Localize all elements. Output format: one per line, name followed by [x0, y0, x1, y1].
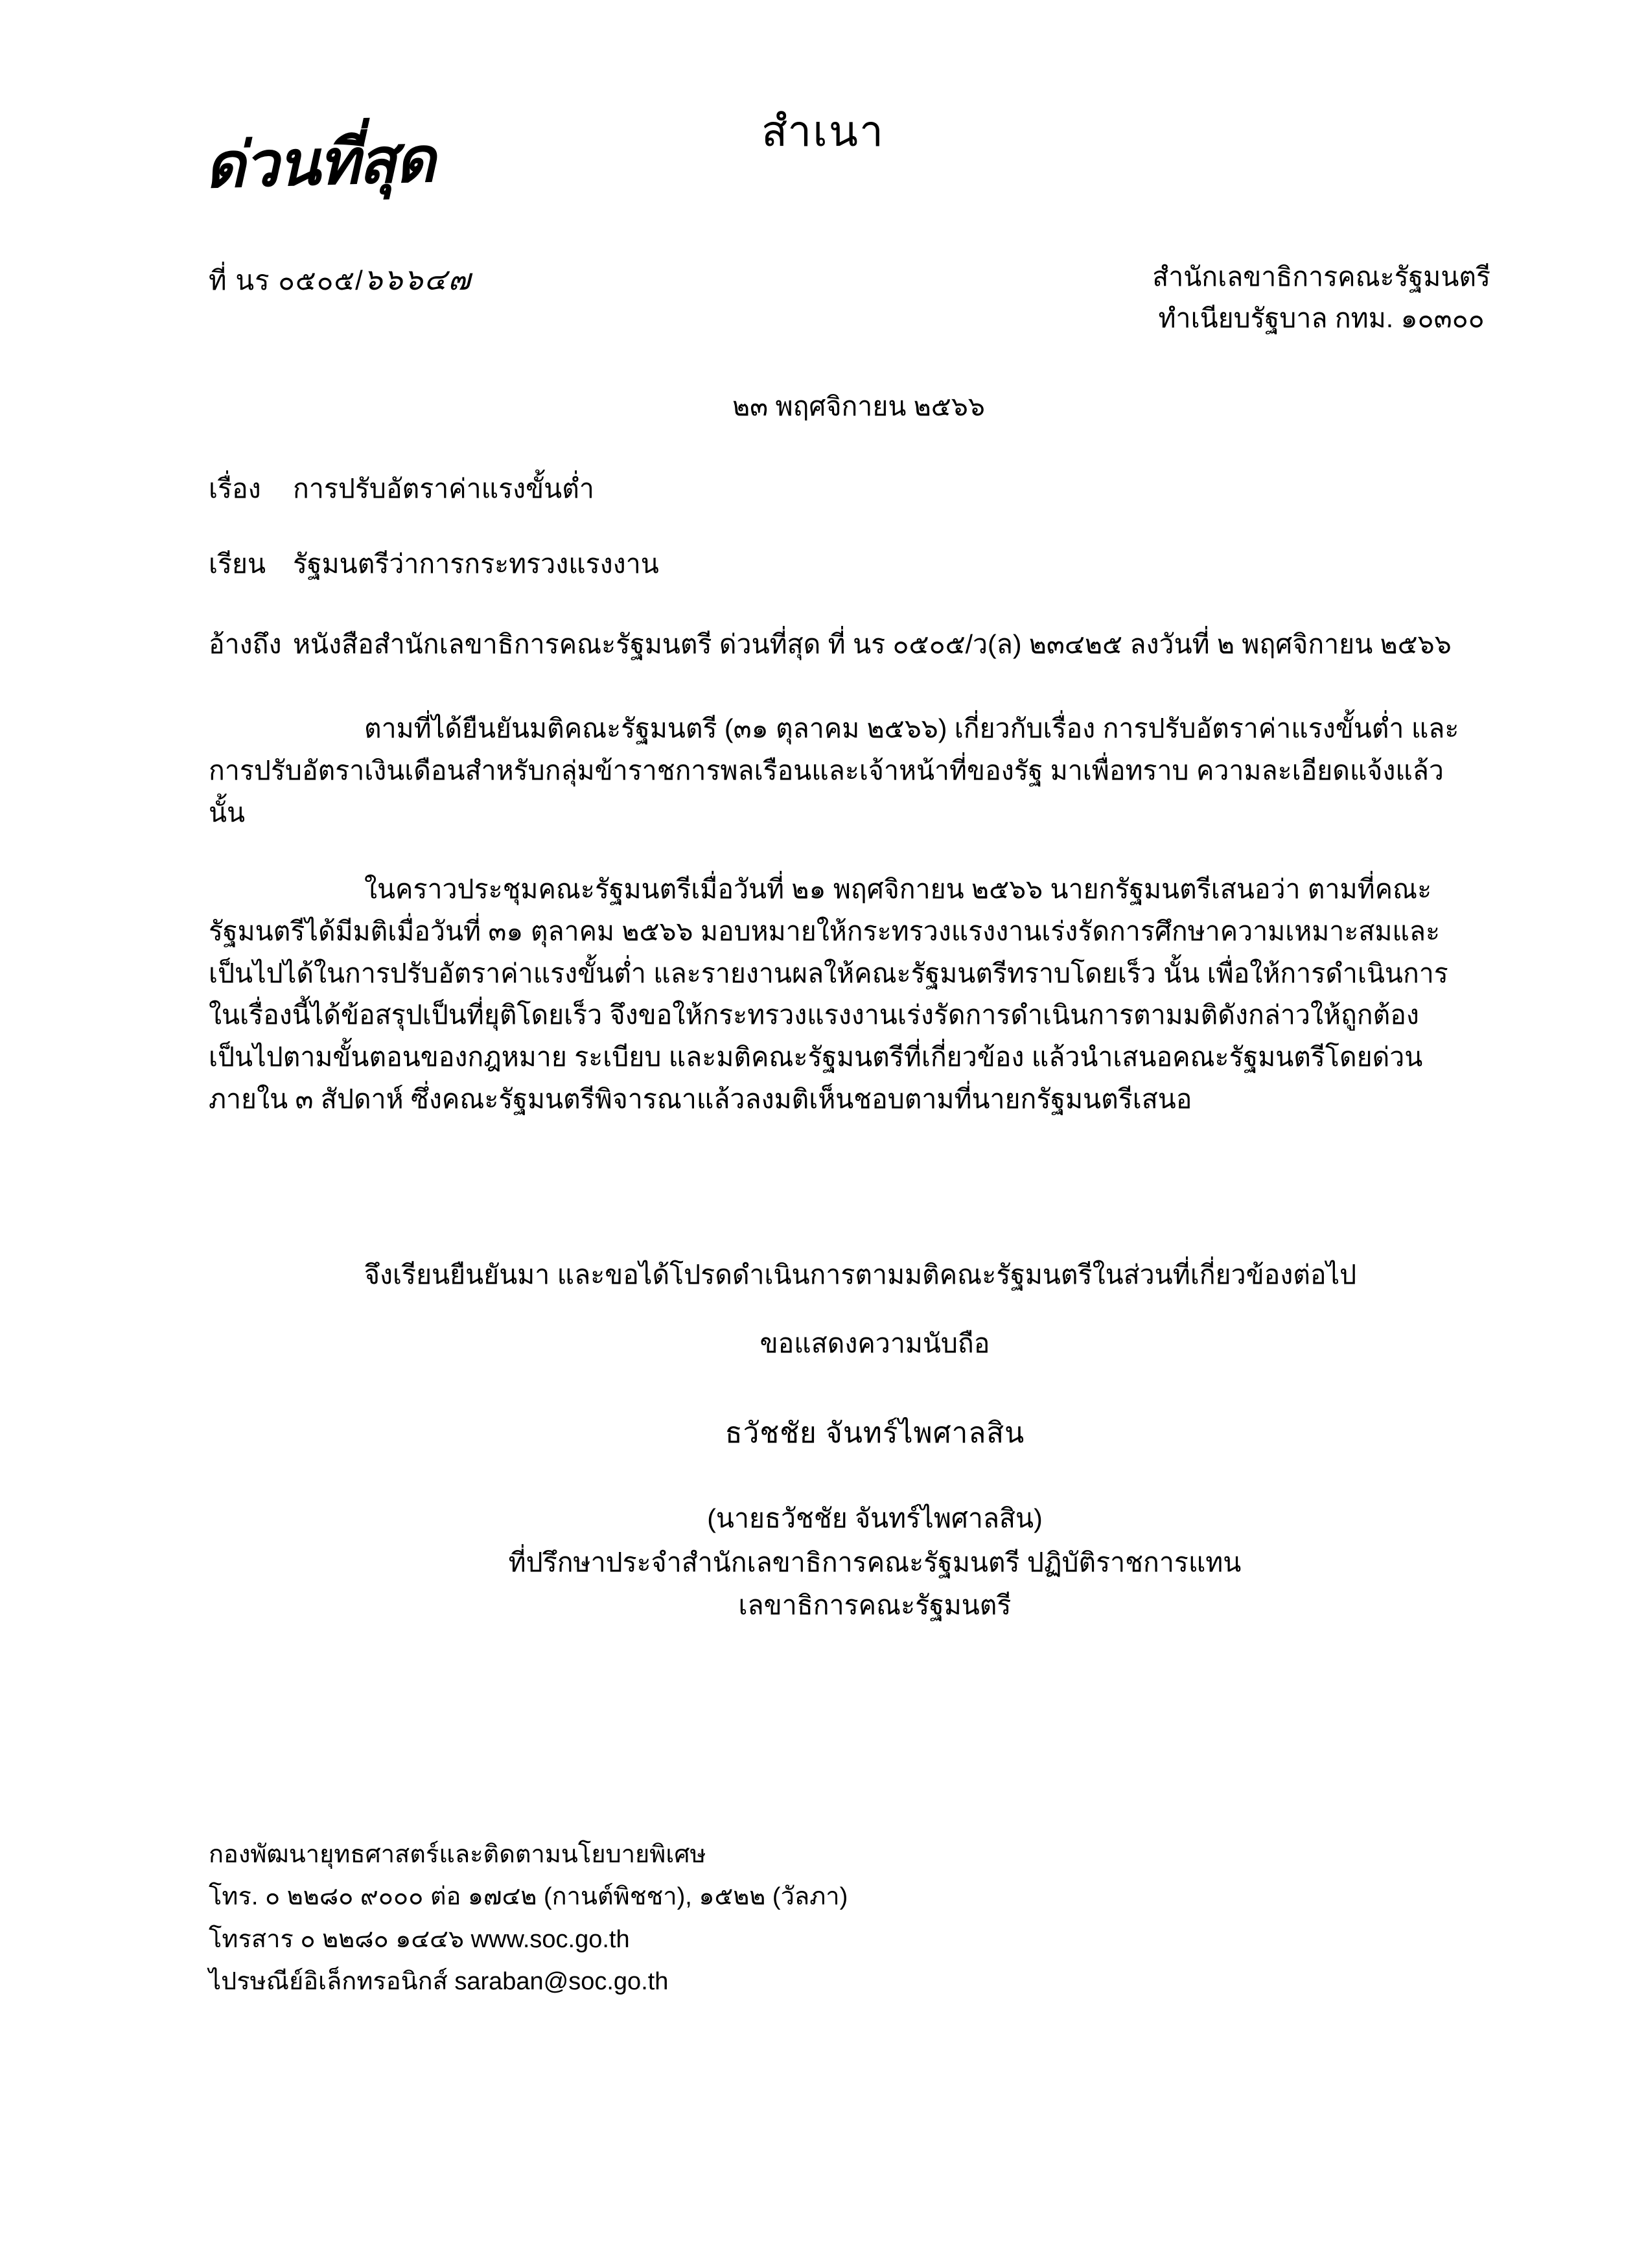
organization-name: สำนักเลขาธิการคณะรัฐมนตรี [1152, 262, 1490, 292]
body-paragraph-3-container [209, 1254, 1469, 1318]
recipient-value: รัฐมนตรีว่าการกระทรวงแรงงาน [293, 549, 659, 579]
reference-label: อ้างถึง [209, 629, 282, 659]
recipient-label: เรียน [209, 549, 266, 579]
reference-value: หนังสือสำนักเลขาธิการคณะรัฐมนตรี ด่วนที่สุด ที่ นร ๐๕๐๕/ว(ล) ๒๓๔๒๕ ลงวันที่ ๒ พฤศจิกายน ๒๕๖๖ [293, 629, 1452, 659]
body-paragraph-2-container [209, 868, 1469, 1142]
body-paragraph-3 [209, 1254, 1469, 1296]
body-paragraph-2-text: ในคราวประชุมคณะรัฐมนตรีเมื่อวันที่ ๒๑ พฤศจิกายน ๒๕๖๖ นายกรัฐมนตรีเสนอว่า ตามที่คณะรัฐมนตรีได้มีมติเมื่อวันที่ ๓๑ ตุลาคม ๒๕๖๖ มอบหมายให้กระทรวงแรงงานเร่งรัดการศึกษาความเหมาะสมและเป็นไปได้ในการปรับอัตราค่าแรงขั้นต่ำ และรายงานผลให้คณะรัฐมนตรีทราบโดยเร็ว นั้น เพื่อให้การดำเนินการในเรื่องนี้ได้ข้อสรุปเป็นที่ยุติโดยเร็ว จึงขอให้กระทรวงแรงงานเร่งรัดการดำเนินการตามมติดังกล่าวให้ถูกต้อง เป็นไปตามขั้นตอนของกฎหมาย ระเบียบ และมติคณะรัฐมนตรีที่เกี่ยวข้อง แล้วนำเสนอคณะรัฐมนตรีโดยด่วนภายใน ๓ สัปดาห์ ซึ่งคณะรัฐมนตรีพิจารณาแล้วลงมติเห็นชอบตามที่นายกรัฐมนตรีเสนอ [209, 874, 1448, 1114]
subject-label: เรื่อง [209, 474, 261, 503]
document-number [209, 256, 472, 303]
signer-title-line-1: ที่ปรึกษาประจำสำนักเลขาธิการคณะรัฐมนตรี ปฏิบัติราชการแทน [508, 1547, 1242, 1578]
subject-value: การปรับอัตราค่าแรงขั้นต่ำ [293, 474, 594, 503]
subject-row [209, 468, 594, 510]
closing-salutation: ขอแสดงความนับถือ [759, 1328, 990, 1358]
body-paragraph-2 [209, 868, 1469, 1120]
urgent-stamp: ด่วนที่สุด [203, 125, 435, 202]
handwritten-signature: ธวัชชัย จันทร์ไพศาลสิน [724, 1417, 1025, 1450]
body-paragraph-3-text: จึงเรียนยืนยันมา และขอได้โปรดดำเนินการตามมติคณะรัฐมนตรีในส่วนที่เกี่ยวข้องต่อไป [364, 1260, 1357, 1290]
reference-row [209, 623, 1452, 665]
organization-block [1152, 257, 1490, 339]
footer-fax: โทรสาร ๐ ๒๒๘๐ ๑๔๔๖ www.soc.go.th [209, 1925, 630, 1953]
signer-title-line-2: เลขาธิการคณะรัฐมนตรี [738, 1590, 1012, 1621]
document-number-value: ๖๖๖๔๗ [363, 262, 472, 296]
organization-address: ทำเนียบรัฐบาล กทม. ๑๐๓๐๐ [1158, 303, 1485, 333]
document-date: ๒๓ พฤศจิกายน ๒๕๖๖ [732, 391, 985, 421]
body-paragraph-1-text: ตามที่ได้ยืนยันมติคณะรัฐมนตรี (๓๑ ตุลาคม ๒๕๖๖) เกี่ยวกับเรื่อง การปรับอัตราค่าแรงขั้นต่ำ และการปรับอัตราเงินเดือนสำหรับกลุ่มข้าราชการพลเรือนและเจ้าหน้าที่ของรัฐ มาเพื่อทราบ ความละเอียดแจ้งแล้ว นั้น [209, 713, 1459, 827]
footer-phone: โทร. ๐ ๒๒๘๐ ๙๐๐๐ ต่อ ๑๗๔๒ (กานต์พิชชา), ๑๕๒๒ (วัลภา) [209, 1883, 848, 1911]
body-paragraph-1-container [209, 708, 1469, 855]
recipient-row [209, 543, 659, 585]
footer-contact-block [209, 1834, 848, 2003]
signer-printed-name: (นายธวัชชัย จันทร์ไพศาลสิน) [707, 1503, 1043, 1533]
copy-stamp: สำเนา [761, 107, 885, 155]
footer-email: ไปรษณีย์อิเล็กทรอนิกส์ saraban@soc.go.th [209, 1968, 669, 1996]
signature-block [0, 1322, 1646, 1627]
footer-division: กองพัฒนายุทธศาสตร์และติดตามนโยบายพิเศษ [209, 1841, 706, 1868]
document-number-label: ที่ นร ๐๕๐๕/ [209, 265, 364, 295]
body-paragraph-1 [209, 708, 1469, 833]
